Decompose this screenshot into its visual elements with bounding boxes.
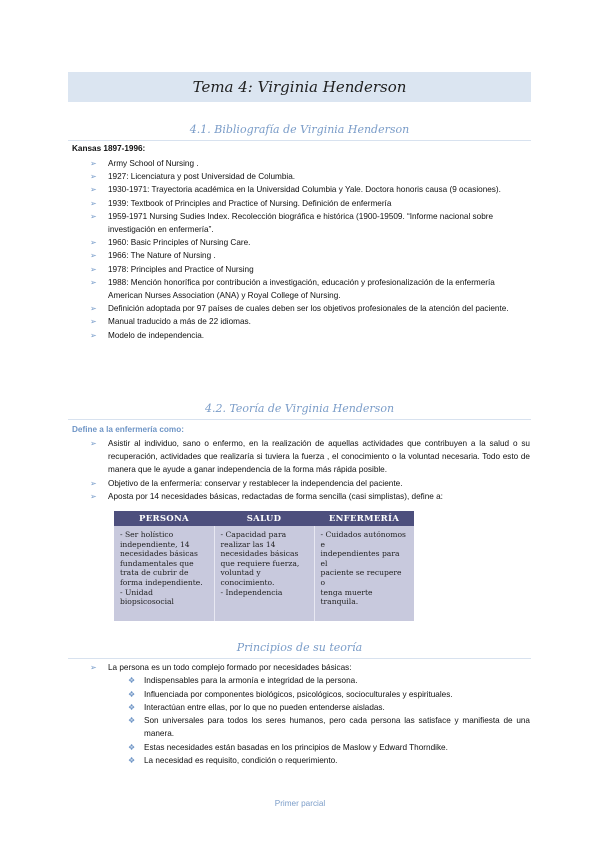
table-cell-line: - Ser holístico <box>120 530 174 539</box>
list-item-text: Army School of Nursing . <box>108 159 199 168</box>
arrow-bullet-icon: ➢ <box>90 317 97 327</box>
table-cell-line: independientes para el <box>320 549 400 568</box>
section-heading-principios: Principios de su teoría <box>68 641 531 659</box>
diamond-bullet-icon: ❖ <box>128 689 136 699</box>
list-item-text: Manual traducido a más de 22 idiomas. <box>108 317 251 327</box>
table-cell-persona <box>114 526 214 621</box>
list-item-text: Definición adoptada por 97 países de cuales deben ser los objetivos profesionales de la atención del paciente. <box>108 304 509 314</box>
table-cell-line: que requiere fuerza, <box>220 558 300 568</box>
list-item <box>72 437 530 477</box>
table-cell-enfermeria <box>314 526 414 621</box>
list-item <box>72 302 518 315</box>
persona-salud-enfermeria-table <box>114 511 414 621</box>
list-item-text: 1978: Principles and Practice of Nursing <box>108 264 254 274</box>
sub-list-item <box>108 701 530 714</box>
diamond-bullet-icon: ❖ <box>128 716 136 726</box>
table-cell-line: trata de cubrir de <box>120 568 189 578</box>
arrow-bullet-icon: ➢ <box>90 304 97 314</box>
list-item <box>72 276 518 302</box>
arrow-bullet-icon: ➢ <box>90 277 97 287</box>
footer-label: Primer parcial <box>274 799 326 808</box>
arrow-bullet-icon: ➢ <box>90 491 97 501</box>
table-cell-salud <box>214 526 314 621</box>
list-item-text: Modelo de independencia. <box>108 330 205 340</box>
list-item <box>72 315 518 328</box>
list-item-text: 1939: Textbook of Principles and Practice of Nursing. Definición de enfermería <box>108 198 392 208</box>
arrow-bullet-icon: ➢ <box>90 251 97 261</box>
arrow-bullet-icon: ➢ <box>90 185 97 195</box>
section-heading-bibliografia: 4.1. Bibliografía de Virginia Henderson <box>68 123 531 141</box>
sub-list-item <box>108 714 530 741</box>
list-item-text: Objetivo de la enfermería: conservar y restablecer la independencia del paciente. <box>108 478 403 488</box>
table-header-enfermeria: ENFERMERÍA <box>314 511 414 526</box>
list-item <box>72 236 518 249</box>
sub-list-item <box>108 688 530 701</box>
sub-list-item-text: Interactúan entre ellas, por lo que no pueden entenderse aisladas. <box>144 702 385 712</box>
list-item <box>72 263 518 276</box>
arrow-bullet-icon: ➢ <box>90 198 97 208</box>
list-item-text: 1930-1971: Trayectoria académica en la Universidad Columbia y Yale. Doctora honoris causa (9 ocasiones). <box>108 185 501 195</box>
sub-list-item <box>108 741 530 754</box>
list-item <box>72 170 518 183</box>
principles-list <box>72 661 530 767</box>
define-label: Define a la enfermería como: <box>72 425 184 434</box>
sub-list-item <box>108 674 530 687</box>
table-cell-line: independiente, 14 <box>120 539 190 549</box>
arrow-bullet-icon: ➢ <box>90 211 97 221</box>
diamond-bullet-icon: ❖ <box>128 755 136 765</box>
bibliography-list <box>72 157 518 342</box>
list-item-text: Asistir al individuo, sano o enfermo, en la realización de aquellas actividades que contribuyen a la salud o su recuperación, actividades que realizaría si tuviera la fuerza , el conocimiento o la voluntad necesaria. Todo esto de manera que le ayude a ganar independencia de la forma más rápida posible. <box>108 439 530 475</box>
table-cell-line: necesidades básicas <box>120 549 198 559</box>
list-item <box>72 329 518 342</box>
list-item-text: 1960: Basic Principles of Nursing Care. <box>108 238 251 248</box>
definition-list <box>72 437 530 503</box>
table-cell-line: - Independencia <box>220 587 283 597</box>
title-banner <box>68 72 531 102</box>
table-cell-line: forma independiente. <box>120 577 203 587</box>
table-cell-line: realizar las 14 <box>220 539 276 549</box>
arrow-bullet-icon: ➢ <box>90 159 97 168</box>
sub-list-item-text: La necesidad es requisito, condición o requerimiento. <box>144 755 338 765</box>
arrow-bullet-icon: ➢ <box>90 478 97 488</box>
table-cell-line: biopsicosocial <box>120 597 174 607</box>
list-item <box>72 249 518 262</box>
arrow-bullet-icon: ➢ <box>90 238 97 248</box>
arrow-bullet-icon: ➢ <box>90 330 97 340</box>
sub-list-item-text: Estas necesidades están basadas en los principios de Maslow y Edward Thorndike. <box>144 742 448 752</box>
list-item <box>72 197 518 210</box>
table-cell-line: - Cuidados autónomos e <box>320 530 406 549</box>
diamond-bullet-icon: ❖ <box>128 702 136 712</box>
table-header-persona: PERSONA <box>114 511 214 526</box>
table-cell-line: - Unidad <box>120 587 153 597</box>
list-item-text: 1927: Licenciatura y post Universidad de Columbia. <box>108 172 296 182</box>
list-item <box>72 477 530 490</box>
table-cell-line: voluntad y <box>220 568 261 578</box>
table-cell-line: paciente se recupere o <box>320 568 402 587</box>
arrow-bullet-icon: ➢ <box>90 439 97 448</box>
arrow-bullet-icon: ➢ <box>90 172 97 182</box>
list-item-text: 1966: The Nature of Nursing . <box>108 251 216 261</box>
table-cell-line: conocimiento. <box>220 577 275 587</box>
list-item <box>72 157 518 170</box>
intro-kansas: Kansas 1897-1996: <box>72 144 146 153</box>
list-item-text: Aposta por 14 necesidades básicas, redactadas de forma sencilla (casi simplistas), define a: <box>108 491 443 501</box>
list-item <box>72 210 518 236</box>
diamond-bullet-icon: ❖ <box>128 676 136 686</box>
arrow-bullet-icon: ➢ <box>90 264 97 274</box>
diamond-bullet-icon: ❖ <box>128 742 136 752</box>
table-cell-line: tenga muerte tranquila. <box>320 587 373 607</box>
sub-list-item-text: Son universales para todos los seres humanos, pero cada persona las satisface y manifiesta de una manera. <box>144 716 530 739</box>
table-cell-line: - Capacidad para <box>220 530 287 539</box>
section-heading-teoria: 4.2. Teoría de Virginia Henderson <box>68 402 531 420</box>
list-item <box>72 661 530 674</box>
arrow-bullet-icon: ➢ <box>90 663 97 672</box>
page-title: Tema 4: Virginia Henderson <box>192 78 407 96</box>
list-item-text: 1959-1971 Nursing Sudies Index. Recolección biográfica e histórica (1900-19509. “Informe nacional sobre investigación en enfermería”. <box>108 211 494 235</box>
table-cell-line: fundamentales que <box>120 558 194 568</box>
list-item-text: 1988: Mención honorífica por contribución a investigación, educación y profesionalización de la enfermería American Nurses Association (ANA) y Royal College of Nursing. <box>108 277 495 301</box>
table-header-salud: SALUD <box>214 511 314 526</box>
sub-list-item-text: Indispensables para la armonía e integridad de la persona. <box>144 676 358 686</box>
sub-list-item-text: Influenciada por componentes biológicos, psicológicos, socioculturales y espirituales. <box>144 689 453 699</box>
list-item <box>72 490 530 503</box>
list-item <box>72 183 518 196</box>
table-cell-line: necesidades básicas <box>220 549 299 559</box>
list-item-text: La persona es un todo complejo formado por necesidades básicas: <box>108 663 352 672</box>
sub-list-item <box>108 754 530 767</box>
